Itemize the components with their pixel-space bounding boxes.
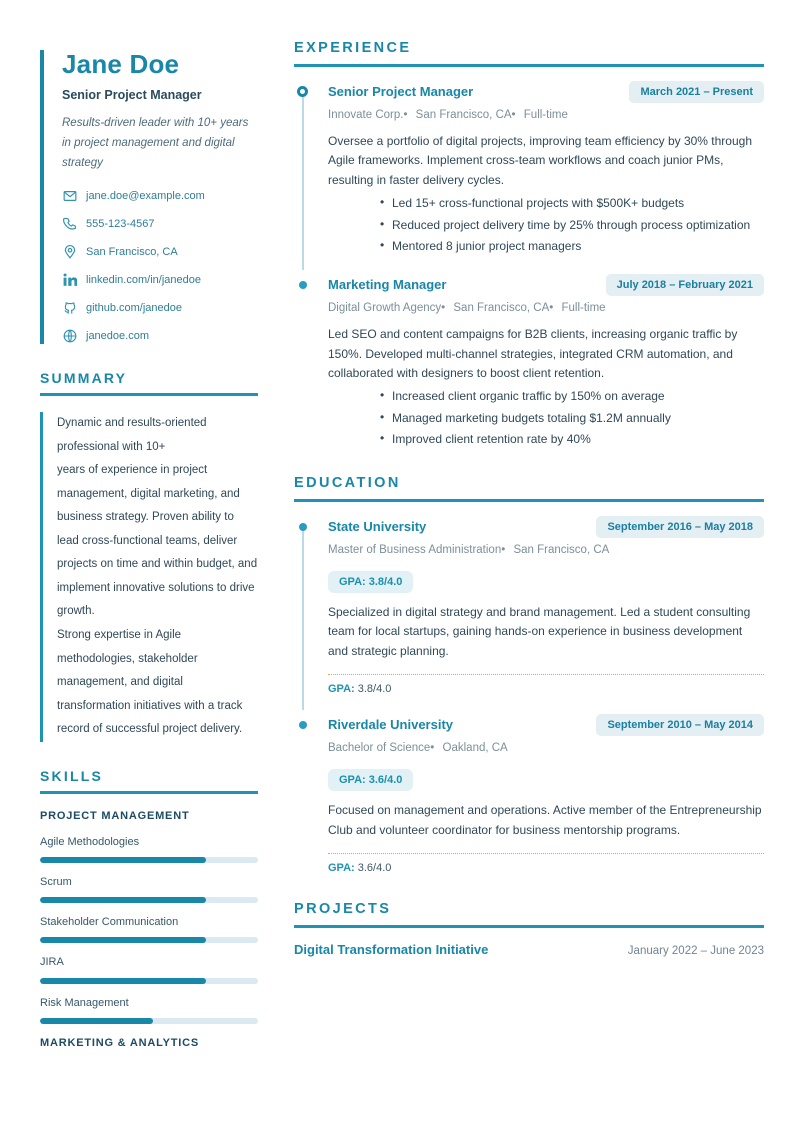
meta-separator: • (403, 108, 408, 121)
project-date: January 2022 – June 2023 (627, 944, 764, 957)
experience-rule (294, 64, 764, 67)
entry-location: San Francisco, CA (453, 301, 550, 314)
entry-location: San Francisco, CA (415, 108, 512, 121)
skill-fill (40, 1018, 153, 1024)
skill-row (40, 997, 258, 1024)
skill-label: Risk Management (40, 996, 129, 1009)
entry-meta (328, 300, 764, 316)
skill-track (40, 897, 258, 903)
skill-row (40, 956, 258, 983)
education-section (294, 475, 764, 875)
entry-bullet: • Managed marketing budgets totaling $1.2M annually (380, 409, 764, 428)
skill-row (40, 916, 258, 943)
gpa-badge: GPA: 3.6/4.0 (328, 769, 413, 791)
email-icon (62, 189, 77, 204)
entry-date-badge: March 2021 – Present (629, 81, 764, 103)
entry-description: Oversee a portfolio of digital projects, improving team efficiency by 30% through Agile frameworks. Implement cross-team workflows and coach junior PMs, resulting in faster delivery cycles. (328, 133, 752, 188)
skill-group-title: PROJECT MANAGEMENT (40, 809, 190, 822)
gpa-label: GPA: (328, 683, 355, 696)
skill-row (40, 836, 258, 863)
projects-rule (294, 925, 764, 928)
main-column (272, 40, 764, 1131)
entry-header (328, 274, 764, 296)
experience-entry (294, 81, 764, 256)
skill-track (40, 978, 258, 984)
summary-heading: SUMMARY (40, 369, 128, 386)
entry-employment-type: Full-time (561, 301, 606, 314)
entry-bullets (328, 194, 764, 256)
dotted-divider (328, 853, 764, 854)
contact-value: janedoe.com (86, 330, 149, 343)
skills-rule (40, 791, 258, 794)
entry-title: Senior Project Manager (328, 83, 474, 99)
contact-item-location (62, 245, 258, 260)
entry-bullet: • Mentored 8 junior project managers (380, 237, 764, 256)
education-entry (294, 516, 764, 697)
summary-paragraph: Strong expertise in Agile methodologies, stakeholder management, and digital transformation initiatives with a track record of successful project delivery. (57, 629, 243, 736)
project-title: Digital Transformation Initiative (294, 941, 489, 957)
skill-track (40, 857, 258, 863)
entry-employment-type: Full-time (523, 108, 568, 121)
skill-row (40, 876, 258, 903)
candidate-job-title: Senior Project Manager (62, 87, 202, 102)
degree-name: Bachelor of Science (328, 742, 431, 755)
skill-fill (40, 857, 206, 863)
education-entry (294, 714, 764, 875)
skill-track (40, 937, 258, 943)
entry-description: Led SEO and content campaigns for B2B clients, increasing organic traffic by 150%. Developed multi-channel strategies, integrated CRM automation, and collaborated with designers to boost client retention. (328, 326, 738, 381)
entry-date-badge: September 2016 – May 2018 (596, 516, 764, 538)
skill-fill (40, 978, 206, 984)
projects-section (294, 901, 764, 958)
entry-description: Focused on management and operations. Active member of the Entrepreneurship Club and volunteer coordinator for business mentorship programs. (328, 803, 762, 838)
contact-value: linkedin.com/in/janedoe (86, 274, 201, 287)
linkedin-icon (62, 273, 77, 288)
degree-name: Master of Business Administration (328, 543, 502, 556)
header-block (40, 50, 258, 344)
meta-separator: • (501, 543, 506, 556)
meta-separator: • (430, 742, 435, 755)
summary-rule (40, 393, 258, 396)
entry-header (328, 714, 764, 736)
project-entry (294, 942, 764, 959)
skill-fill (40, 937, 206, 943)
contact-item-github[interactable] (62, 301, 258, 316)
timeline-dot-marker-icon (299, 721, 307, 729)
entry-bullet: • Increased client organic traffic by 150% on average (380, 387, 764, 406)
skill-group-title: MARKETING & ANALYTICS (40, 1036, 199, 1049)
skill-label: Scrum (40, 876, 72, 889)
timeline-dot-marker-icon (299, 523, 307, 531)
timeline-dot-marker-icon (299, 281, 307, 289)
school-name: Riverdale University (328, 717, 454, 733)
entry-bullet: • Improved client retention rate by 40% (380, 430, 764, 449)
location-pin-icon (62, 245, 77, 260)
gpa-badge: GPA: 3.8/4.0 (328, 571, 413, 593)
contact-item-linkedin[interactable] (62, 273, 258, 288)
globe-icon (62, 329, 77, 344)
gpa-footer (328, 861, 764, 875)
sidebar (40, 40, 272, 1131)
contact-value: jane.doe@example.com (86, 190, 205, 203)
timeline-line (302, 93, 304, 270)
entry-company: Innovate Corp. (328, 108, 404, 121)
timeline-line (302, 528, 304, 711)
entry-meta (328, 542, 764, 558)
github-icon (62, 301, 77, 316)
candidate-name: Jane Doe (62, 49, 180, 79)
skills-heading: SKILLS (40, 767, 103, 784)
entry-bullets (328, 387, 764, 449)
entry-date-badge: July 2018 – February 2021 (606, 274, 764, 296)
candidate-tagline: Results-driven leader with 10+ years in project management and digital strategy (62, 116, 249, 169)
entry-date-badge: September 2010 – May 2014 (596, 714, 764, 736)
summary-body (40, 412, 258, 742)
gpa-value: 3.8/4.0 (357, 683, 392, 696)
entry-bullet: • Reduced project delivery time by 25% through process optimization (380, 216, 764, 235)
skills-section (40, 768, 258, 1049)
experience-entry (294, 274, 764, 449)
entry-header (328, 81, 764, 103)
summary-paragraph: years of experience in project management, digital marketing, and business strategy. Proven ability to lead cross-functional teams, deliver projects on time and within budget, and implement innovative solutions to drive growth. (57, 464, 258, 618)
entry-meta (328, 107, 764, 123)
dotted-divider (328, 674, 764, 675)
contact-value: San Francisco, CA (86, 246, 178, 259)
entry-bullet: • Led 15+ cross-functional projects with $500K+ budgets (380, 194, 764, 213)
timeline-ring-marker-icon (297, 86, 308, 97)
entry-description: Specialized in digital strategy and brand management. Led a student consulting team for local startups, gaining hands-on experience in business development and strategic planning. (328, 604, 751, 659)
entry-title: Marketing Manager (328, 276, 447, 292)
skill-track (40, 1018, 258, 1024)
experience-heading: EXPERIENCE (294, 40, 412, 56)
contact-item-website[interactable] (62, 329, 258, 344)
summary-paragraph: Dynamic and results-oriented professional with 10+ (57, 416, 207, 453)
experience-section (294, 40, 764, 449)
skill-fill (40, 897, 206, 903)
meta-separator: • (441, 301, 446, 314)
phone-icon (62, 217, 77, 232)
gpa-footer (328, 682, 764, 696)
education-rule (294, 499, 764, 502)
summary-section (40, 370, 258, 742)
skill-label: Agile Methodologies (40, 835, 140, 848)
school-name: State University (328, 518, 427, 534)
contact-value: github.com/janedoe (86, 302, 183, 315)
contact-list (62, 189, 258, 344)
education-heading: EDUCATION (294, 475, 401, 492)
entry-location: San Francisco, CA (513, 543, 610, 556)
skill-label: Stakeholder Communication (40, 916, 179, 929)
gpa-label: GPA: (328, 862, 355, 874)
skill-label: JIRA (40, 956, 64, 969)
entry-meta (328, 740, 764, 756)
meta-separator: • (549, 301, 554, 314)
contact-item-email[interactable] (62, 189, 258, 204)
entry-company: Digital Growth Agency (328, 301, 442, 314)
entry-header (328, 516, 764, 538)
gpa-value: 3.6/4.0 (357, 862, 392, 874)
entry-location: Oakland, CA (442, 742, 508, 755)
contact-value: 555-123-4567 (86, 218, 155, 231)
contact-item-phone[interactable] (62, 217, 258, 232)
projects-heading: PROJECTS (294, 901, 392, 918)
meta-separator: • (511, 108, 516, 121)
